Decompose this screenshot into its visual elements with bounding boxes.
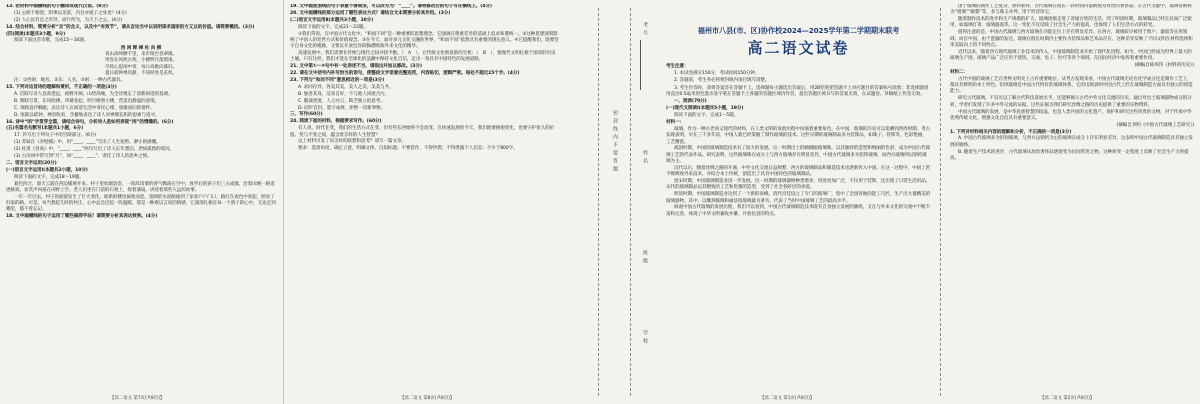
notice-item: 1. 本试卷满分150分，考试时间150分钟。: [674, 71, 760, 77]
text-line: 20. 文中画横线的部分运用了哪些表达方式？请结合文本简要分析其作用。(3分): [290, 10, 451, 16]
field-line: [640, 40, 642, 90]
poem-line: 帘卷东风吹古苑，小楼明月落窗扉。: [105, 58, 177, 64]
field-label-exam-number: 考号: [642, 22, 648, 38]
text-line: 13. 把材料中画横线的句子翻译成现代汉语。(8分): [6, 4, 108, 9]
text-line: 阅读下面的文字，完成18～19题。: [14, 174, 84, 180]
page-1-column: [666, 4, 931, 388]
paragraph: 中国古代玻璃的发展，是中华民族智慧的结晶，也是人类共同的文化遗产。保护和研究这些珍贵的文物，对于传承中华优秀传统文化、增强文化自信具有重要意义。: [950, 109, 1192, 121]
option: B. 随着生产技术的进步，古代玻璃从珍贵奢侈品逐渐变为民间常用之物，这种转变一定程度上反映了社会生产力的提高。: [950, 149, 1189, 161]
text-line: (2) 杜甫《登高》中，“____，____”两句写出了诗人长年漂泊、老病孤愁的境况。: [14, 147, 175, 153]
text-line: 22. 请在文中括号内补写恰当的语句，使整段文字语意完整连贯，内容贴切，逻辑严密。每处不超过15个字。(4分): [290, 71, 520, 77]
material-label: 材料一：: [666, 120, 684, 126]
text-line: (1) 公侯不相望，阴事以见富，内吾亦爱子之身也？(4分): [14, 10, 127, 16]
paragraph: 纵观中国古代玻璃的发展历程，我们可以看到，中国古代玻璃制造技术既有自身独立发展的脉络，又在与外来文化的交流中不断丰富和完善，体现了中华文明兼收并蓄、开放包容的特点。: [666, 205, 931, 217]
seal-char: 线: [612, 126, 618, 134]
paragraph: 以上材料引发了你怎样的联想和思考？请写一篇文章。: [298, 139, 406, 145]
seal-line: [940, 8, 941, 396]
text-line: A. 求同存异，各美其美，美人之美，美美与共。: [298, 84, 394, 90]
question: 1. 下列对材料相关内容的理解和分析，不正确的一项是(3分): [950, 129, 1072, 135]
seal-char: 要: [612, 150, 618, 158]
seal-line: [598, 8, 599, 396]
field-label-school: 学校: [642, 330, 648, 346]
page-7-questions-b: [6, 78, 276, 220]
poem-line: 青山高峙横千里，来步阳台登翠微。: [105, 52, 177, 58]
section-heading: 二、语言文字运用(20分): [6, 160, 57, 166]
poem-title: 西 闲 释 禅 杜 向 柳: [120, 45, 162, 51]
text-line: 阅读下面的文字，完成1～5题。: [674, 113, 739, 119]
paragraph: 明清时期，中国玻璃制造业达到了一个新的高峰。清代宫廷设立了专门的玻璃厂，集中了全国各地的能工巧匠，生产出大量精美的玻璃器物。其中，以雕刻玻璃和画珐琅玻璃最为著名，代表了当时中国玻璃工艺的最高水平。: [666, 192, 931, 204]
text-line: 16. 诗中“闲”字贯穿全篇，请结合诗句，分析诗人是如何表现“闲”的情趣的。(6分): [6, 119, 174, 125]
paragraph: 汉代以后，随着丝绸之路的开通，中外文化交流日益频繁，西方的玻璃制品和制造技术也逐渐传入中国。在这一过程中，中国工匠不断吸收外来技术，并结合本土传统，创造出了具有中国特色的玻璃制品。: [666, 165, 931, 178]
page-7-column: [6, 4, 276, 388]
seal-char: 题: [612, 166, 618, 174]
text-line: 18. 文中画横线的句子运用了哪些修辞手法？请简要分析其表达效果。(4分): [6, 214, 158, 220]
paragraph: 要求：选准角度，确定立意，明确文体，自拟标题；不要套作，不得抄袭；不得泄露个人信息；不少于800字。: [298, 146, 518, 152]
poem: [6, 46, 276, 77]
page-8-column: [290, 4, 560, 388]
text-line: A. 首联写诗人登高望远，视野开阔，山势高峻，为全诗奠定了清新闲适的基调。: [14, 92, 173, 98]
text-line: 15. 下列对这首诗的理解和赏析，不正确的一项是(3分): [6, 85, 117, 91]
section-heading: (四)阅读(本题共3小题，9分): [6, 31, 66, 37]
section-heading: 一、阅读(70分): [674, 99, 707, 105]
page-footer: 【高二语文 第8页(共8页)】: [400, 396, 455, 401]
section-heading: 三、写作(60分): [290, 112, 323, 118]
text-line: 注：①西闲：地名。②东：人名。③闲：一种古代器具。: [14, 78, 125, 84]
field-label-class: 班级: [642, 250, 648, 266]
paragraph: 随着制作技术的进步和生产规模的扩大，玻璃逐渐走进了普通百姓的生活。到了明清时期，玻璃制品已经在民间广泛使用，如玻璃灯罩、玻璃器皿等。这一变化不仅反映了社会生产力的提高，也体现了人们生活方式的转变。: [950, 17, 1192, 29]
paragraph: 高速发展中，我们需要在传统与现代之间寻找平衡。（ A ），让传统文化焕发新的生机；（ B ），使现代文明扎根于深厚的历史土壤。只有这样，我们才能在全球化的浪潮中保持文化自信，走出一条具有中国特色的发展道路。: [290, 51, 556, 63]
notice-item: 3. 考生作答时，请将答案答在答题卡上。选择题每小题选出答案后，用2B铅笔把答题卡上对应题目的答案标号涂黑；非选择题请用直径0.5毫米黑色墨水签字笔在答题卡上各题的答题区域内作答，超出答题区域书写的答案无效，在试题卷、草稿纸上作答无效。: [666, 85, 929, 98]
text-line: B. 颔联写景，东风吹拂，帘幕卷起，明月映照小楼，营造出静谧的意境。: [14, 98, 160, 104]
seal-char: 答: [612, 158, 618, 166]
paragraph: ①我们常说，在中国古代文化中，“和而不同”是一种重要的思想理念。它强调在尊重差异的基础上追求和谐统一。②这种思想深刻影响了中国人的处世方式和价值观念。③在今天，面对多元文化交融的世界，“和而不同”依然具有重要的现实意义。④它提醒我们，既要坚守自身文化的根脉，又要以开放包容的胸襟吸收外来文化的精华。: [290, 31, 559, 50]
field-label-name: 姓名: [642, 150, 648, 166]
text-line: C. 颈联直抒胸臆，表达诗人在闲适生活中寄托心绪、放歌而归的情怀。: [14, 105, 155, 111]
seal-char: 封: [612, 118, 618, 126]
text-line: (2) 人心汝有宜之有异，而行所为，为天下之公。(4分): [14, 17, 123, 23]
exam-notice: [666, 64, 931, 99]
section-heading: (一)语言文字运用Ⅰ(本题共2小题，10分): [6, 167, 88, 173]
text-line: D. 固步自封，墨守成规，拒绝一切新事物。: [298, 105, 386, 111]
paragraph: 古代中国的玻璃工艺在世界文明史上占有重要地位。从考古发现来看，中国古代玻璃无论在化学成分还是制作工艺上，都具有鲜明的本土特色。铅钡玻璃是中国古代特有的玻璃体系，它的出现表明中国古代工匠在玻璃制造方面具有独立的创造能力。: [950, 76, 1193, 95]
section-heading: (五)名篇名句默写(本题共1小题，6分): [6, 126, 84, 132]
page-2-column: [950, 4, 1194, 388]
paragraph: 值得注意的是，中国古代玻璃与西方玻璃在功能定位上存在明显差异。在西方，玻璃较早被用于窗户、器皿等实用领域；而在中国，由于瓷器的发达，玻璃在很长时期内主要作为装饰品和艺术品存在。这种差异反映了不同文明在材料选择和审美取向上的不同特点。: [950, 30, 1193, 48]
text-line: 23. 下列与“和而不同”意思相近的一项是(3分): [290, 78, 385, 84]
seal-notice: [612, 110, 619, 174]
page-footer: 【高二语文 第7页(共8页)】: [110, 396, 165, 401]
source-citation: (摘编自李明《中国古代玻璃工艺研究》): [1116, 122, 1194, 128]
seal-char: 不: [612, 142, 618, 150]
paragraph: 研究古代玻璃，不仅可以了解古代科技发展水平，还能够揭示古代中外文化交流的历史。通过对出土玻璃器物成分的分析，学者们发现了许多中外交流的证据，这些证据为我们研究丝绸之路的历史提供了重要的实物资料。: [950, 96, 1192, 108]
text-line: 暮色四合，漫天云霞在西边铺展开来。村子里炊烟袅袅，一阵阵饭菜的香气飘荡在空中。放学后的孩子们三五成群，沿着田埂一路追逐嬉戏，欢笑声回荡在田野上空。老人们坐在门前的石凳上，摇着蒲扇，讲述着那些久远的故事。: [6, 181, 275, 193]
source-citation: (摘编自韩凤伟《材料的历史》): [1134, 63, 1194, 69]
section-heading: (一)现代文阅读Ⅰ(本题共5小题，19分): [666, 106, 744, 112]
text-line: B. 独善其身，洁身自好，不与他人同流合污。: [298, 91, 390, 97]
text-line: 14. 结合材料，简要分析“言”的含义，以及中“有效节”，请从言论当中以说明谋求国家的方又以的价值。请简要概括。(3分): [6, 24, 255, 30]
binding-gutter-left: [568, 0, 658, 404]
page-7-questions-a: [6, 4, 276, 45]
binding-gutter-right: [933, 0, 947, 404]
paragraph: 有人说，时代在变，我们的生活方式在变，但有些东西始终不会改变。在快速发展的今天，我们既要拥抱变化，也要守护恒久的价值。变与不变之间，蕴含着怎样的人生智慧？: [290, 126, 555, 138]
material-label: 材料二：: [950, 69, 968, 75]
notice-item: 2. 答题前，考生务必将密封线内项目填写清楚。: [674, 78, 770, 84]
text-line: 24. 阅读下面的材料，根据要求写作。(60分): [290, 119, 382, 125]
notice-heading: 考生注意：: [666, 64, 689, 69]
text-line: (3) 古诗词中常写到“月”，如“____，____”，寄托了诗人的思乡之情。: [14, 154, 152, 160]
poem-line: 尽将心思闲中寄，每日高歌向暮归。: [105, 64, 177, 70]
option: A. 中国古代玻璃多为铅钡玻璃，与西方以钠钙为主的玻璃在成分上存在明显差异，这表明中国古代玻璃制造具有独立发展的脉络。: [950, 136, 1193, 148]
poem-line: 夏日疏钟禅房静，不知何处是玄机。: [105, 70, 177, 76]
text-line: C. 随波逐流，人云亦云，缺乏独立的思考。: [298, 98, 385, 104]
text-line: D. 尾联以疏钟、禅房收束，含蓄地表达了诗人对禅理玄机的思索与追寻。: [14, 112, 160, 118]
seal-char: 内: [612, 134, 618, 142]
seal-line: [630, 8, 631, 396]
seal-char: 密: [612, 110, 618, 118]
paragraph: 玻璃，作为一种古老而又现代的材料，在人类文明的发展历程中扮演着重要角色。在中国，玻璃的历史可以追溯到西周时期。考古发现表明，早在三千多年前，中国人就已经掌握了制作玻璃的技术。这些早期的玻璃制品多为装饰品，如珠子、管饰等，色彩艳丽，工艺精湛。: [666, 126, 931, 145]
text-line: 阅读下面的文字，完成21～23题。: [298, 24, 368, 30]
page-footer: 【高二语文 第2页(共8页)】: [1040, 396, 1095, 401]
text-line: 一年一年过去，村子的面貌发生了巨大变化。崭新的楼房拔地而起，宽阔的水泥路通到了家家户户门口，路灯在夜色中亮起，照亮了归家的路。可是，每当想起儿时的村庄，心中总会泛起一阵温暖。那是一种难以言说的情感，它深深扎根在每一个游子的心中，无论走到哪里，都不曾忘记。: [6, 194, 276, 213]
text-line: 21. 文中第①～④句中有一处表述不当，请指出并加以修改。(3分): [290, 64, 422, 70]
text-line: (1) 苏轼在《赤壁赋》中，用“____，____”写出了人生短暂、渺小的感慨。: [14, 140, 161, 146]
paragraph: 唐宋时期，中国玻璃制造业进一步发展。这一时期的玻璃器物种类增多，用途更加广泛，不仅用于装饰，还出现了日常生活用品。宋代的玻璃制品以其精致的工艺和优雅的造型，受到了社会各阶层的喜爱。: [666, 179, 931, 191]
text-line: 19. 文中画波浪线的句子表意不够简洁，可以改写为：“____”。请将修改后的句子写在横线上。(4分): [290, 4, 492, 9]
paragraph: 由于玻璃的制作工艺复杂，原料难得，古代玻璃在很长一段时间内都被视为珍贵的奢侈品。在古代文献中，玻璃常被称为“琉璃”“颇黎”等，多与珠玉并列，用于形容珍宝。: [950, 4, 1192, 16]
text-line: 阅读下面这首诗歌，完成15～16题。: [14, 38, 89, 44]
paragraph: 近代以来，随着西方现代玻璃工业技术的传入，中国玻璃制造业开始了现代化进程。如今，中国已经成为世界上最大的玻璃生产国，玻璃产品广泛应用于建筑、交通、电子、医疗等各个领域，在国民经济中发挥着重要作用。: [950, 49, 1192, 62]
exam-subtitle: 高二语文试卷: [747, 39, 850, 57]
exam-title: 福州市八县(市、区)协作校2024—2025学年第二学期期末联考: [697, 26, 900, 35]
text-line: 17. 补写出下列句子中的空缺部分。(6分): [14, 133, 96, 139]
column-divider: [283, 0, 284, 404]
page-footer: 【高二语文 第1页(共8页)】: [760, 396, 815, 401]
paragraph: 战国时期，中国的玻璃制造技术有了较大的发展。这一时期出土的蜻蜓眼玻璃珠，以其独特的造型和绚丽的色彩，成为中国古代玻璃工艺的代表作品。研究表明，这些玻璃珠在成分上与西方玻璃存在明显差异，中国古代玻璃多为铅钡玻璃，而西方玻璃则以钠钙玻璃为主。: [666, 146, 931, 164]
section-heading: (二)语言文字运用Ⅱ(本题共3小题，10分): [290, 17, 374, 23]
